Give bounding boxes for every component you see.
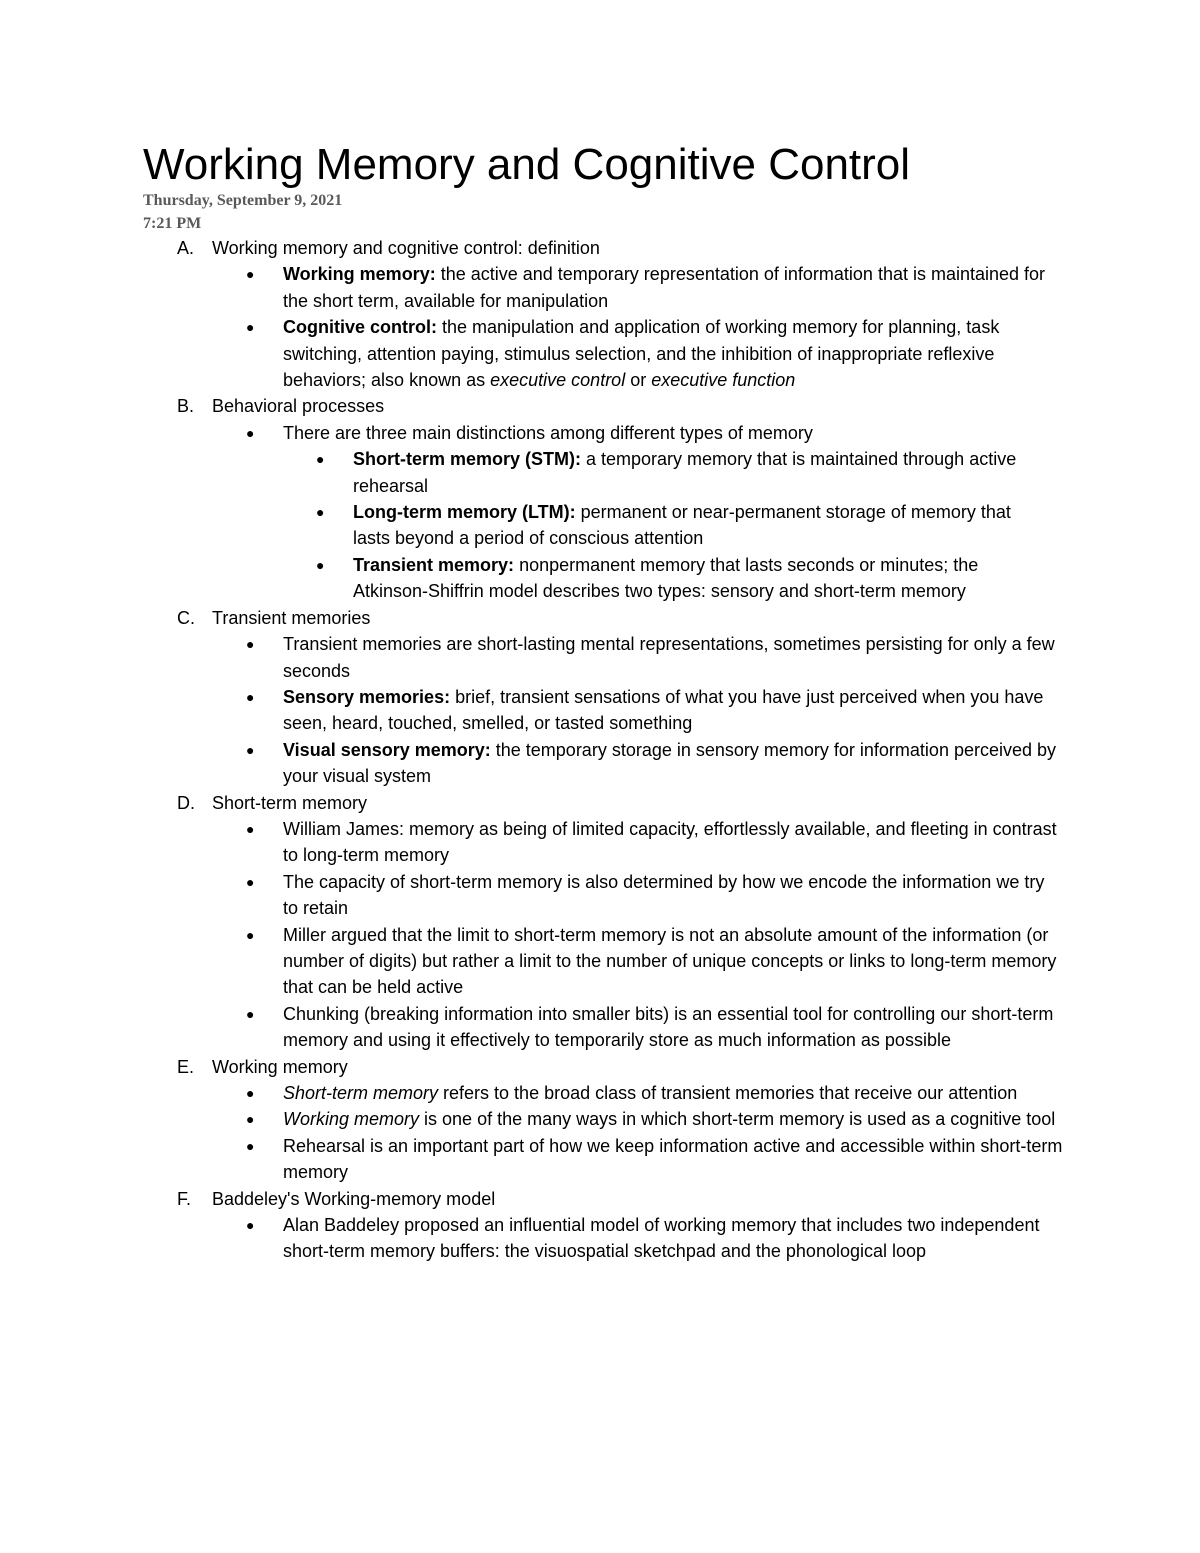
section-title: Baddeley's Working-memory model — [212, 1188, 496, 1209]
definition: a temporary memory that is maintained through active rehearsal — [353, 449, 1017, 496]
bullet-icon: ● — [246, 820, 255, 837]
section-letter: E. — [177, 1056, 195, 1077]
section-letter: A. — [177, 238, 195, 258]
list-item — [0, 1106, 1063, 1132]
definition-continued: or — [625, 370, 652, 391]
item-text: The capacity of short-term memory is also determined by how we encode the information we try to retain — [283, 871, 1045, 919]
section-letter: F. — [177, 1188, 192, 1209]
bullet-icon: ● — [316, 451, 325, 468]
section-title: Short-term memory — [212, 792, 368, 813]
section-heading — [0, 1186, 1200, 1212]
list-item — [0, 1133, 1063, 1186]
outline-list — [0, 235, 1200, 1265]
section-heading — [0, 393, 1200, 419]
note-time: 7:21 PM — [143, 215, 202, 232]
bullet-icon: ● — [246, 1217, 255, 1234]
section-heading — [0, 605, 1200, 631]
section-title: Behavioral processes — [212, 396, 385, 417]
section-letter: D. — [177, 792, 195, 813]
section-heading — [0, 1054, 1200, 1080]
item-text: William James: memory as being of limited capacity, effortlessly available, and fleeting in contrast to long-term memory — [283, 818, 1057, 866]
list-item — [0, 261, 1063, 314]
definition: permanent or near-permanent storage of memory that lasts beyond a period of conscious attention — [353, 502, 1011, 549]
list-item — [0, 420, 1063, 446]
bullet-icon: ● — [246, 636, 255, 653]
item-text: Chunking (breaking information into smaller bits) is an essential tool for controlling our short-term memory and using it effectively to temporarily store as much information as possible — [283, 1003, 1054, 1051]
bullet-icon: ● — [246, 688, 255, 705]
list-item — [0, 737, 1063, 790]
emphasis: Working memory — [283, 1109, 420, 1130]
list-item — [0, 1080, 1063, 1106]
section-c — [0, 605, 1200, 790]
item-text: refers to the broad class of transient memories that receive our attention — [438, 1083, 1018, 1103]
section-b — [0, 393, 1200, 604]
sub-list-item — [0, 552, 1043, 605]
section-e — [0, 1054, 1200, 1186]
section-letter: B. — [177, 396, 195, 417]
list-item — [0, 684, 1063, 737]
section-title: Transient memories — [212, 607, 371, 628]
item-text: There are three main distinctions among different types of memory — [283, 422, 813, 443]
sub-list-item — [0, 446, 1043, 499]
bullet-icon: ● — [246, 873, 255, 890]
emphasis: executive control — [490, 370, 626, 391]
definition: brief, transient sensations of what you have just perceived when you have seen, heard, touched, smelled, or tasted something — [283, 686, 1044, 734]
section-heading — [0, 235, 1200, 261]
bullet-icon: ● — [246, 319, 255, 336]
item-text: Transient memories are short-lasting mental representations, sometimes persisting for only a few seconds — [283, 634, 1055, 681]
emphasis: executive function — [651, 370, 796, 391]
bullet-icon: ● — [246, 1005, 255, 1022]
sub-list-item — [0, 499, 1043, 552]
bullet-icon: ● — [246, 741, 255, 758]
term: Transient memory: — [353, 554, 515, 575]
section-f — [0, 1186, 1200, 1265]
section-letter: C. — [177, 607, 195, 628]
bullet-icon: ● — [316, 556, 325, 573]
section-d — [0, 790, 1200, 1054]
term: Short-term memory (STM): — [353, 449, 582, 470]
definition: nonpermanent memory that lasts seconds or minutes; the Atkinson-Shiffrin model describes two types: sensory and short-term memory — [353, 554, 979, 602]
bullet-icon: ● — [246, 424, 255, 441]
section-a — [0, 235, 1200, 393]
term: Long-term memory (LTM): — [353, 502, 576, 523]
list-item — [0, 922, 1063, 1001]
list-item — [0, 816, 1063, 869]
emphasis: Short-term memory — [283, 1083, 439, 1103]
bullet-icon: ● — [316, 504, 325, 521]
list-item — [0, 869, 1063, 922]
section-heading — [0, 790, 1200, 816]
list-item — [0, 314, 1063, 393]
bullet-icon: ● — [246, 1085, 255, 1101]
item-text: Rehearsal is an important part of how we keep information active and accessible within short-term memory — [283, 1135, 1063, 1183]
note-date: Thursday, September 9, 2021 — [143, 192, 343, 209]
definition: the temporary storage in sensory memory for information perceived by your visual system — [283, 739, 1057, 787]
section-title: Working memory and cognitive control: definition — [212, 238, 600, 258]
list-item — [0, 631, 1063, 684]
item-text: Alan Baddeley proposed an influential model of working memory that includes two independent short-term memory buffers: the visuospatial sketchpad and the phonological loop — [283, 1215, 1040, 1262]
definition: the active and temporary representation of information that is maintained for the short term, available for manipulation — [283, 264, 1046, 311]
term: Sensory memories: — [283, 686, 451, 707]
list-item — [0, 1212, 1063, 1265]
bullet-icon: ● — [246, 266, 255, 283]
bullet-icon: ● — [246, 926, 255, 943]
bullet-icon: ● — [246, 1137, 255, 1154]
term: Visual sensory memory: — [283, 739, 491, 760]
term: Working memory: — [283, 264, 436, 285]
definition: the manipulation and application of working memory for planning, task switching, attention paying, stimulus selection, and the inhibition of inappropriate reflexive behaviors; also known as — [283, 317, 1000, 391]
page-title: Working Memory and Cognitive Control — [143, 140, 911, 189]
bullet-icon: ● — [246, 1111, 255, 1128]
item-text: is one of the many ways in which short-term memory is used as a cognitive tool — [419, 1109, 1056, 1130]
list-item — [0, 1001, 1063, 1054]
term: Cognitive control: — [283, 317, 437, 338]
section-title: Working memory — [212, 1056, 348, 1077]
item-text: Miller argued that the limit to short-term memory is not an absolute amount of the information (or number of digits) but rather a limit to the number of unique concepts or links to long-term memory that can be held active — [283, 924, 1057, 998]
